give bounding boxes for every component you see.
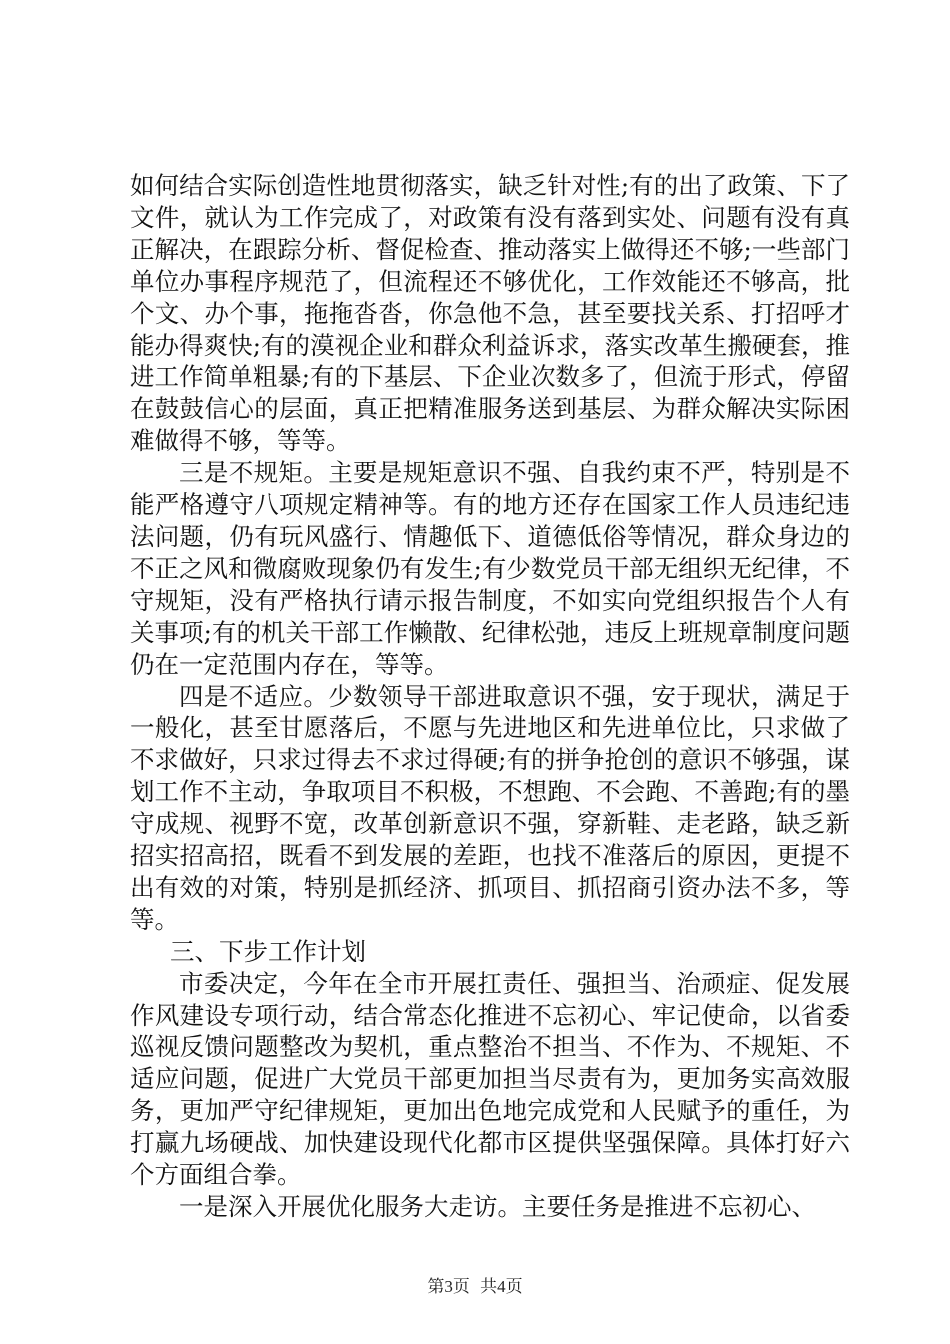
paragraph-bu-gui-ju: 三是不规矩。主要是规矩意识不强、自我约束不严，特别是不能严格遵守八项规定精神等。有的地方还存在国家工作人员违纪违法问题，仍有玩风盛行、情趣低下、道德低俗等情况，群众身边的不正之风和微腐败现象仍有发生;有少数党员干部无组织无纪律，不守规矩，没有严格执行请示报告制度，不如实向党组织报告个人有关事项;有的机关干部工作懒散、纪律松弛，违反上班规章制度问题仍在一定范围内存在，等等。 bbox=[130, 458, 850, 679]
page-number-total: 共4页 bbox=[480, 1277, 523, 1296]
page-footer bbox=[0, 1272, 950, 1297]
page-number-current: 第3页 bbox=[427, 1277, 470, 1296]
paragraph-first-task: 一是深入开展优化服务大走访。主要任务是推进不忘初心、 bbox=[179, 1192, 816, 1221]
document-body bbox=[130, 170, 850, 1223]
paragraph-continuation: 如何结合实际创造性地贯彻落实，缺乏针对性;有的出了政策、下了文件，就认为工作完成了，对政策有没有落到实处、问题有没有真正解决，在跟踪分析、督促检查、推动落实上做得还不够;一些部门单位办事程序规范了，但流程还不够优化，工作效能还不够高，批个文、办个事，拖拖沓沓，你急他不急，甚至要找关系、打招呼才能办得爽快;有的漠视企业和群众利益诉求，落实改革生搬硬套，推进工作简单粗暴;有的下基层、下企业次数多了，但流于形式，停留在鼓鼓信心的层面，真正把精准服务送到基层、为群众解决实际困难做得不够，等等。 bbox=[130, 171, 850, 456]
section-heading-next-steps: 三、下步工作计划 bbox=[170, 936, 366, 966]
paragraph-city-decision: 市委决定，今年在全市开展扛责任、强担当、治顽症、促发展作风建设专项行动，结合常态化推进不忘初心、牢记使命，以省委巡视反馈问题整改为契机，重点整治不担当、不作为、不规矩、不适应问题，促进广大党员干部更加担当尽责有为，更加务实高效服务，更加严守纪律规矩，更加出色地完成党和人民赋予的重任，为打赢九场硬战、加快建设现代化都市区提供坚强保障。具体打好六个方面组合拳。 bbox=[130, 968, 850, 1190]
paragraph-bu-shi-ying: 四是不适应。少数领导干部进取意识不强，安于现状，满足于一般化，甚至甘愿落后，不愿与先进地区和先进单位比，只求做了不求做好，只求过得去不求过得硬;有的拼争抢创的意识不够强，谋划工作不主动，争取项目不积极，不想跑、不会跑、不善跑;有的墨守成规、视野不宽，改革创新意识不强，穿新鞋、走老路，缺乏新招实招高招，既看不到发展的差距，也找不准落后的原因，更提不出有效的对策，特别是抓经济、抓项目、抓招商引资办法不多，等等。 bbox=[130, 681, 850, 934]
